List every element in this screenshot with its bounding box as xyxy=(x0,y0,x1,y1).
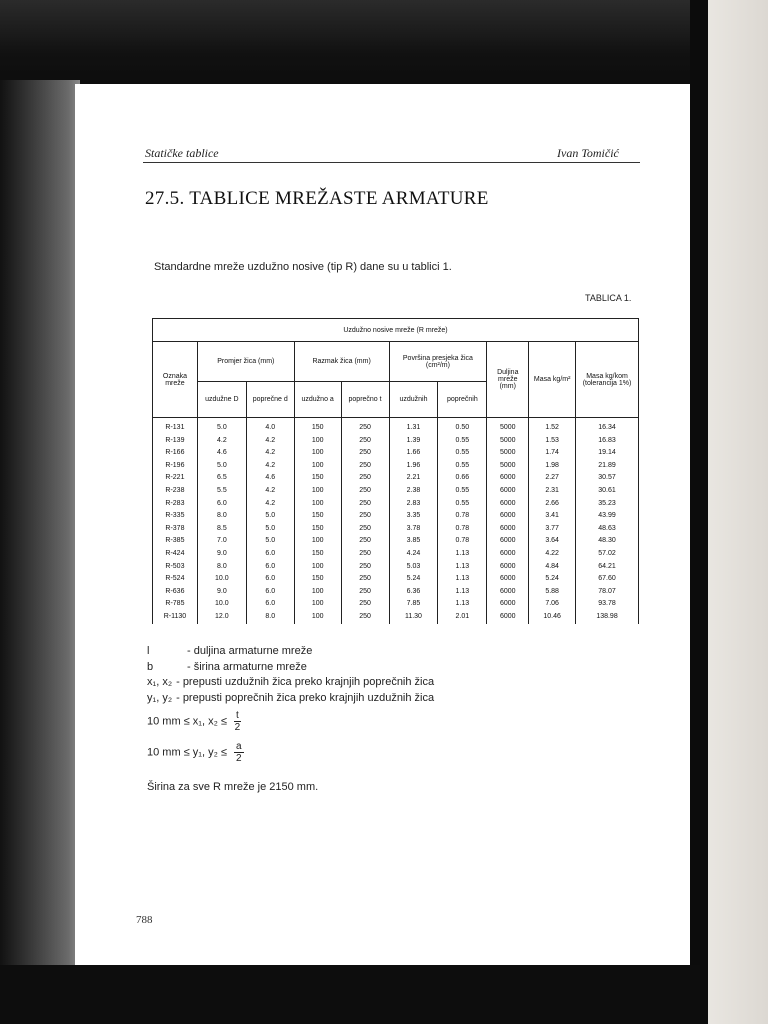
col-header-razmak: Razmak žica (mm) xyxy=(294,342,389,382)
table-cell: 5.5 xyxy=(197,485,246,498)
legend xyxy=(147,644,434,706)
table-cell: 6000 xyxy=(487,586,529,599)
table-cell: 16.34 xyxy=(576,418,639,435)
table-cell: 10.46 xyxy=(529,611,576,624)
page-number: 788 xyxy=(136,914,153,926)
table-row xyxy=(153,460,639,473)
table-cell: 30.61 xyxy=(576,485,639,498)
table-cell: 100 xyxy=(294,561,341,574)
equation-x xyxy=(147,710,241,733)
table-cell: 2.21 xyxy=(389,472,438,485)
table-cell: 1.13 xyxy=(438,561,487,574)
table-row xyxy=(153,535,639,548)
table-cell: 6.36 xyxy=(389,586,438,599)
table-cell: 250 xyxy=(341,586,389,599)
table-cell: 43.99 xyxy=(576,510,639,523)
scan-left-border xyxy=(0,80,80,1024)
mesh-designation-cell: R-378 xyxy=(153,523,198,536)
table-cell: 5000 xyxy=(487,447,529,460)
table-caption: Uzdužno nosive mreže (R mreže) xyxy=(153,319,639,342)
table-row xyxy=(153,472,639,485)
table-cell: 2.31 xyxy=(529,485,576,498)
table-cell: 9.0 xyxy=(197,548,246,561)
table-cell: 1.96 xyxy=(389,460,438,473)
table-row xyxy=(153,586,639,599)
table-cell: 0.78 xyxy=(438,510,487,523)
table-cell: 5.0 xyxy=(197,418,246,435)
table-cell: 7.0 xyxy=(197,535,246,548)
table-cell: 8.0 xyxy=(197,561,246,574)
table-cell: 250 xyxy=(341,535,389,548)
table-cell: 6000 xyxy=(487,472,529,485)
table-cell: 5000 xyxy=(487,418,529,435)
legend-item xyxy=(147,675,434,691)
subheader-poprecne-d: poprečne d xyxy=(246,382,294,418)
table-cell: 1.13 xyxy=(438,573,487,586)
legend-symbol: y₁, y₂ xyxy=(147,691,173,704)
mesh-designation-cell: R-238 xyxy=(153,485,198,498)
header-rule xyxy=(143,162,640,163)
document-page xyxy=(75,84,690,965)
table-cell: 150 xyxy=(294,523,341,536)
legend-text: - širina armaturne mreže xyxy=(187,660,307,673)
table-cell: 10.0 xyxy=(197,598,246,611)
mesh-designation-cell: R-636 xyxy=(153,586,198,599)
table-cell: 0.78 xyxy=(438,523,487,536)
table-row xyxy=(153,611,639,624)
table-cell: 4.2 xyxy=(246,460,294,473)
table-cell: 250 xyxy=(341,561,389,574)
mesh-designation-cell: R-524 xyxy=(153,573,198,586)
mesh-designation-cell: R-166 xyxy=(153,447,198,460)
table-cell: 250 xyxy=(341,472,389,485)
table-cell: 0.55 xyxy=(438,485,487,498)
table-cell: 6000 xyxy=(487,523,529,536)
table-cell: 0.78 xyxy=(438,535,487,548)
table-cell: 16.83 xyxy=(576,435,639,448)
table-cell: 1.98 xyxy=(529,460,576,473)
subheader-poprecnih: poprečnih xyxy=(438,382,487,418)
table-row xyxy=(153,418,639,435)
table-cell: 6000 xyxy=(487,611,529,624)
table-cell: 1.74 xyxy=(529,447,576,460)
table-label: TABLICA 1. xyxy=(585,293,632,303)
mesh-designation-cell: R-221 xyxy=(153,472,198,485)
running-header-left: Statičke tablice xyxy=(145,146,219,160)
table-cell: 6000 xyxy=(487,561,529,574)
table-cell: 100 xyxy=(294,460,341,473)
col-header-povrsina: Površina presjeka žica (cm²/m) xyxy=(389,342,487,382)
table-cell: 9.0 xyxy=(197,586,246,599)
table-cell: 7.06 xyxy=(529,598,576,611)
table-cell: 7.85 xyxy=(389,598,438,611)
table-cell: 6.0 xyxy=(246,598,294,611)
subheader-poprecno-t: poprečno t xyxy=(341,382,389,418)
table-cell: 150 xyxy=(294,548,341,561)
table-cell: 3.35 xyxy=(389,510,438,523)
table-cell: 8.5 xyxy=(197,523,246,536)
table-cell: 3.78 xyxy=(389,523,438,536)
table-cell: 4.0 xyxy=(246,418,294,435)
table-cell: 19.14 xyxy=(576,447,639,460)
table-cell: 35.23 xyxy=(576,498,639,511)
scan-top-border xyxy=(0,0,768,90)
table-cell: 6.0 xyxy=(246,573,294,586)
table-row xyxy=(153,598,639,611)
table-cell: 150 xyxy=(294,510,341,523)
table-cell: 100 xyxy=(294,611,341,624)
table-cell: 1.52 xyxy=(529,418,576,435)
section-title: 27.5. TABLICE MREŽASTE ARMATURE xyxy=(145,188,489,209)
table-cell: 100 xyxy=(294,598,341,611)
table-cell: 4.84 xyxy=(529,561,576,574)
table-cell: 250 xyxy=(341,485,389,498)
table-cell: 5.0 xyxy=(246,510,294,523)
equation-lhs: 10 mm ≤ y₁, y₂ ≤ xyxy=(147,746,227,759)
table-cell: 250 xyxy=(341,510,389,523)
table-cell: 5.88 xyxy=(529,586,576,599)
table-cell: 8.0 xyxy=(197,510,246,523)
table-cell: 0.50 xyxy=(438,418,487,435)
mesh-designation-cell: R-1130 xyxy=(153,611,198,624)
table-cell: 6.0 xyxy=(197,498,246,511)
table-cell: 6000 xyxy=(487,510,529,523)
table-cell: 1.39 xyxy=(389,435,438,448)
table-cell: 150 xyxy=(294,418,341,435)
table-cell: 48.63 xyxy=(576,523,639,536)
table-cell: 100 xyxy=(294,498,341,511)
table-cell: 48.30 xyxy=(576,535,639,548)
table-row xyxy=(153,523,639,536)
table-row xyxy=(153,447,639,460)
table-cell: 11.30 xyxy=(389,611,438,624)
table-cell: 150 xyxy=(294,573,341,586)
fraction-numerator: t xyxy=(236,710,239,721)
fraction xyxy=(234,710,241,733)
table-cell: 6.0 xyxy=(246,548,294,561)
mesh-designation-cell: R-283 xyxy=(153,498,198,511)
table-cell: 0.55 xyxy=(438,435,487,448)
fraction xyxy=(234,741,244,764)
table-cell: 6000 xyxy=(487,485,529,498)
col-header-masa: Masa kg/m² xyxy=(529,342,576,418)
table-cell: 64.21 xyxy=(576,561,639,574)
table-cell: 2.83 xyxy=(389,498,438,511)
mesh-designation-cell: R-424 xyxy=(153,548,198,561)
table-row xyxy=(153,485,639,498)
table-cell: 6000 xyxy=(487,598,529,611)
table-cell: 4.2 xyxy=(246,435,294,448)
table-cell: 4.2 xyxy=(246,447,294,460)
width-note: Širina za sve R mreže je 2150 mm. xyxy=(147,781,319,793)
scan-bottom-border xyxy=(0,965,700,1024)
table-cell: 30.57 xyxy=(576,472,639,485)
table-row xyxy=(153,435,639,448)
table-cell: 1.13 xyxy=(438,548,487,561)
table-cell: 21.89 xyxy=(576,460,639,473)
table-cell: 4.22 xyxy=(529,548,576,561)
legend-item xyxy=(147,660,434,676)
table-cell: 5.24 xyxy=(389,573,438,586)
table-cell: 250 xyxy=(341,435,389,448)
table-cell: 6.5 xyxy=(197,472,246,485)
table-cell: 5.0 xyxy=(246,523,294,536)
table-cell: 1.66 xyxy=(389,447,438,460)
table-cell: 100 xyxy=(294,435,341,448)
table-cell: 1.31 xyxy=(389,418,438,435)
table-cell: 250 xyxy=(341,418,389,435)
table-cell: 100 xyxy=(294,447,341,460)
table-cell: 250 xyxy=(341,460,389,473)
mesh-designation-cell: R-196 xyxy=(153,460,198,473)
table-cell: 6.0 xyxy=(246,561,294,574)
table-cell: 4.2 xyxy=(197,435,246,448)
table-cell: 3.64 xyxy=(529,535,576,548)
subheader-uzduzno-a: uzdužno a xyxy=(294,382,341,418)
table-cell: 5000 xyxy=(487,435,529,448)
table-cell: 5.0 xyxy=(246,535,294,548)
table-cell: 250 xyxy=(341,611,389,624)
table-cell: 100 xyxy=(294,535,341,548)
table-cell: 93.78 xyxy=(576,598,639,611)
mesh-designation-cell: R-335 xyxy=(153,510,198,523)
table-cell: 12.0 xyxy=(197,611,246,624)
legend-symbol: l xyxy=(147,645,150,657)
table-cell: 250 xyxy=(341,447,389,460)
mesh-table xyxy=(152,318,639,624)
table-cell: 8.0 xyxy=(246,611,294,624)
table-cell: 4.6 xyxy=(197,447,246,460)
scan-right-strip xyxy=(708,0,768,1024)
table-body xyxy=(153,418,639,624)
table-cell: 250 xyxy=(341,598,389,611)
table-cell: 250 xyxy=(341,523,389,536)
subheader-uzduzne-D: uzdužne D xyxy=(197,382,246,418)
table-cell: 100 xyxy=(294,485,341,498)
legend-item xyxy=(147,644,434,660)
subheader-uzduznih: uzdužnih xyxy=(389,382,438,418)
table-cell: 250 xyxy=(341,573,389,586)
mesh-designation-cell: R-785 xyxy=(153,598,198,611)
equation-y xyxy=(147,741,244,764)
table-cell: 5.03 xyxy=(389,561,438,574)
table-cell: 0.55 xyxy=(438,498,487,511)
table-cell: 3.77 xyxy=(529,523,576,536)
table-cell: 150 xyxy=(294,472,341,485)
table-cell: 4.2 xyxy=(246,485,294,498)
col-header-duljina: Duljina mreže (mm) xyxy=(487,342,529,418)
table-cell: 6000 xyxy=(487,548,529,561)
table-cell: 2.66 xyxy=(529,498,576,511)
table-cell: 6.0 xyxy=(246,586,294,599)
legend-symbol: x₁, x₂ xyxy=(147,676,173,688)
table-cell: 4.2 xyxy=(246,498,294,511)
table-cell: 5.0 xyxy=(197,460,246,473)
table-cell: 78.07 xyxy=(576,586,639,599)
table-cell: 138.98 xyxy=(576,611,639,624)
table-cell: 67.60 xyxy=(576,573,639,586)
legend-item xyxy=(147,691,434,707)
table-cell: 6000 xyxy=(487,535,529,548)
table-cell: 4.24 xyxy=(389,548,438,561)
col-header-masa-kom: Masa kg/kom (tolerancija 1%) xyxy=(576,342,639,418)
table-cell: 2.27 xyxy=(529,472,576,485)
scan-right-dark-border xyxy=(690,0,710,1024)
table-cell: 5.24 xyxy=(529,573,576,586)
mesh-designation-cell: R-131 xyxy=(153,418,198,435)
table-cell: 1.13 xyxy=(438,598,487,611)
table-cell: 100 xyxy=(294,586,341,599)
table-cell: 0.66 xyxy=(438,472,487,485)
running-header-right: Ivan Tomičić xyxy=(557,146,619,160)
mesh-designation-cell: R-139 xyxy=(153,435,198,448)
table-cell: 2.38 xyxy=(389,485,438,498)
table-cell: 4.6 xyxy=(246,472,294,485)
table-cell: 2.01 xyxy=(438,611,487,624)
table-cell: 1.53 xyxy=(529,435,576,448)
fraction-denominator: 2 xyxy=(234,722,241,733)
legend-text: - prepusti uzdužnih žica preko krajnjih poprečnih žica xyxy=(176,676,435,688)
table-row xyxy=(153,573,639,586)
table-row xyxy=(153,548,639,561)
col-header-promjer: Promjer žica (mm) xyxy=(197,342,294,382)
table-cell: 0.55 xyxy=(438,447,487,460)
fraction-denominator: 2 xyxy=(236,753,242,764)
table-cell: 3.85 xyxy=(389,535,438,548)
legend-symbol: b xyxy=(147,660,154,673)
table-cell: 6000 xyxy=(487,498,529,511)
table-row xyxy=(153,561,639,574)
legend-text: - prepusti poprečnih žica preko krajnjih uzdužnih žica xyxy=(176,691,435,704)
table-cell: 0.55 xyxy=(438,460,487,473)
table-cell: 6000 xyxy=(487,573,529,586)
mesh-designation-cell: R-503 xyxy=(153,561,198,574)
table-cell: 3.41 xyxy=(529,510,576,523)
table-cell: 250 xyxy=(341,548,389,561)
table-row xyxy=(153,510,639,523)
table-cell: 1.13 xyxy=(438,586,487,599)
fraction-numerator: a xyxy=(236,741,242,752)
legend-text: - duljina armaturne mreže xyxy=(187,645,313,657)
table-cell: 10.0 xyxy=(197,573,246,586)
mesh-designation-cell: R-385 xyxy=(153,535,198,548)
table-cell: 57.02 xyxy=(576,548,639,561)
table-cell: 5000 xyxy=(487,460,529,473)
table-cell: 250 xyxy=(341,498,389,511)
col-header-oznaka: Oznaka mreže xyxy=(153,342,198,418)
equation-lhs: 10 mm ≤ x₁, x₂ ≤ xyxy=(147,715,227,728)
table-row xyxy=(153,498,639,511)
intro-text: Standardne mreže uzdužno nosive (tip R) dane su u tablici 1. xyxy=(154,261,452,273)
